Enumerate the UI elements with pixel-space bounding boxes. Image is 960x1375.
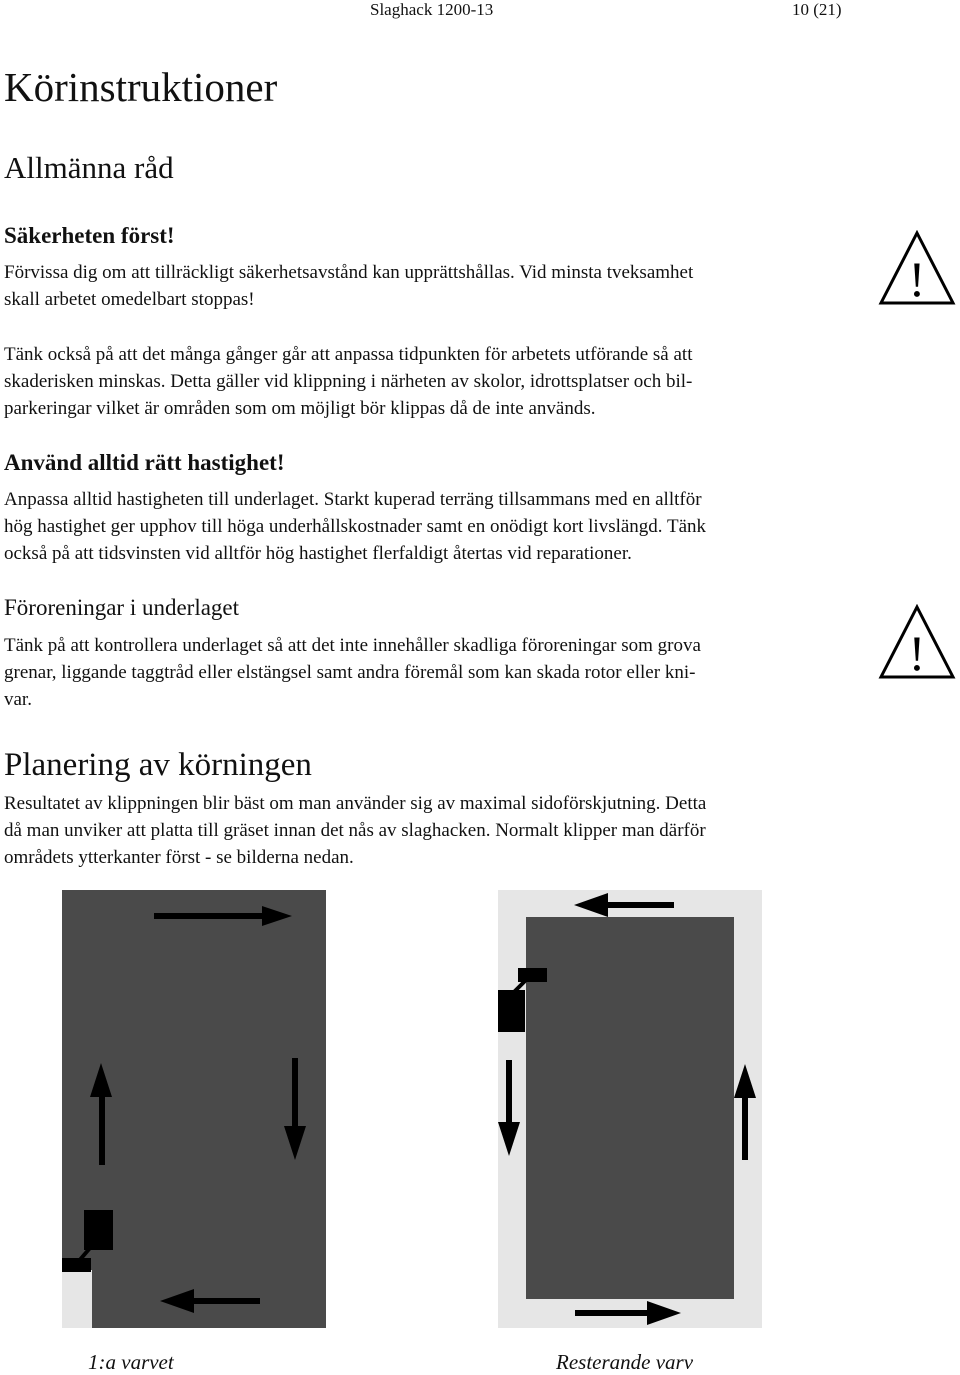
text-line: var. [4, 689, 32, 710]
text-line: då man unviker att platta till gräset innan det nås av slaghacken. Normalt klipper man därför [4, 820, 706, 841]
document-title: Slaghack 1200-13 [370, 0, 494, 19]
text-line: skaderisken minskas. Detta gäller vid klippning i närheten av skolor, idrottsplatser och bil- [4, 371, 693, 392]
page-number: 10 (21) [792, 0, 842, 19]
first-lap-arrows-geometry-final [62, 890, 326, 1328]
safety-paragraph-2 [4, 341, 854, 422]
speed-paragraph [4, 486, 854, 567]
text-line: parkeringar vilket är områden som om möjligt bör klippas då de inte används. [4, 398, 596, 419]
arrow-left-icon [160, 1289, 260, 1313]
text-line: skall arbetet omedelbart stoppas! [4, 289, 255, 310]
page-title: Körinstruktioner [4, 64, 278, 110]
planning-paragraph [4, 790, 854, 871]
text-line: grenar, liggande taggtråd eller elstängsel samt andra föremål som kan skada rotor eller kni- [4, 662, 696, 683]
tractor-icon [62, 1210, 113, 1272]
arrow-down-icon [284, 1058, 306, 1160]
pollution-paragraph [4, 632, 854, 713]
svg-text:!: ! [908, 251, 926, 306]
section-heading-planning: Planering av körningen [4, 747, 312, 783]
text-line: Tänk på att kontrollera underlaget så att det inte innehåller skadliga föroreningar som grova [4, 635, 701, 656]
arrow-up-icon [90, 1063, 112, 1165]
pollution-heading: Föroreningar i underlaget [4, 595, 240, 620]
remaining-laps-caption: Resterande varv [556, 1350, 694, 1374]
first-lap-caption: 1:a varvet [88, 1350, 174, 1374]
text-line: också på att tidsvinsten vid alltför hög hastighet flerfaldigt återtas vid reparationer. [4, 543, 632, 564]
safety-heading: Säkerheten först! [4, 223, 175, 248]
section-heading-general-advice: Allmänna råd [4, 150, 174, 185]
text-line: hög hastighet ger upphov till höga underhållskostnader samt en onödigt kort livslängd. Tänk [4, 516, 707, 537]
text-line: Tänk också på att det många gånger går att anpassa tidpunkten för arbetets utförande så att [4, 344, 693, 365]
text-line: Resultatet av klippningen blir bäst om man använder sig av maximal sidoförskjutning. Detta [4, 793, 707, 814]
warning-triangle-icon [878, 604, 956, 680]
remaining-laps-diagram [498, 890, 762, 1328]
speed-heading: Använd alltid rätt hastighet! [4, 450, 285, 475]
text-line: Anpassa alltid hastigheten till underlaget. Starkt kuperad terräng tillsammans med en alltför [4, 489, 702, 510]
text-line: områdets ytterkanter först - se bilderna nedan. [4, 847, 354, 868]
text-line: Förvissa dig om att tillräckligt säkerhetsavstånd kan upprättshållas. Vid minsta tveksamhet [4, 262, 694, 283]
warning-triangle-icon [878, 230, 956, 306]
safety-paragraph-1 [4, 259, 854, 313]
svg-text:!: ! [908, 625, 926, 680]
mowed-area [526, 917, 734, 1299]
